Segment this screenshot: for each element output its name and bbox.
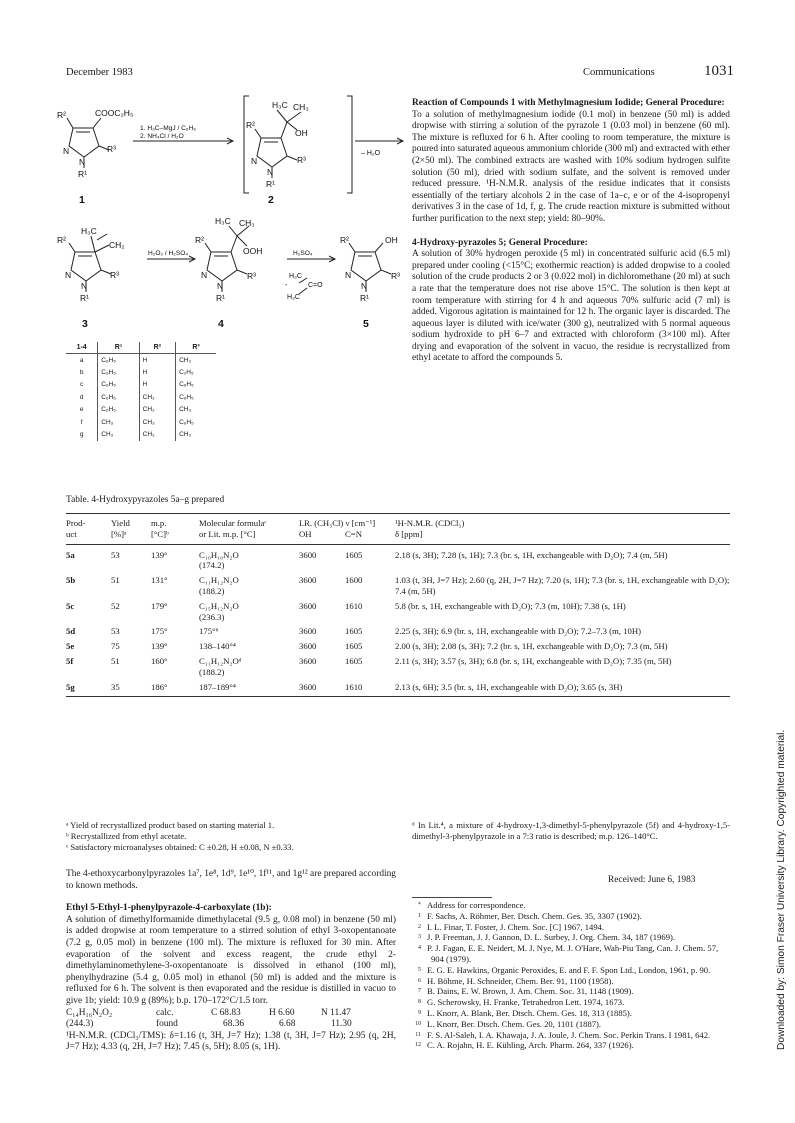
cell-nmr: 2.11 (s, 3H); 3.57 (s, 3H); 6.8 (br. s, 1H, exchangeable with D₂O); 7.35 (m, 5H) bbox=[395, 655, 672, 666]
cell-nmr: 2.18 (s, 3H); 7.28 (s, 1H); 7.3 (br. s, 1H, exchangeable with D₂O); 7.4 (m, 5H) bbox=[395, 549, 668, 560]
cell-product: 5f bbox=[66, 655, 74, 666]
reagent-1: 1. H₃C–MgJ / C₆H₆ bbox=[140, 125, 197, 132]
reference-text: H. Böhme, H. Schneider, Chem. Ber. 91, 1100 (1958). bbox=[427, 975, 614, 986]
intro-paragraph: The 4-ethoxycarbonylpyrazoles 1a⁷, 1e⁸, 1d⁹, 1e¹⁰, 1f¹¹, and 1g¹² are prepared according to known methods. bbox=[66, 869, 396, 891]
cell-yield: 52 bbox=[111, 600, 120, 611]
page-number: 1031 bbox=[704, 63, 734, 79]
reference-text: Address for correspondence. bbox=[427, 900, 526, 910]
col-header: Molecular formulaᶜ bbox=[199, 518, 267, 528]
footnote-b: ᵇ Recrystallized from ethyl acetate. bbox=[66, 830, 187, 841]
reference-number: 2 bbox=[418, 923, 421, 930]
s5-oh: OH bbox=[385, 235, 398, 245]
cell-formula: C₁₀H₁₀N₂O bbox=[199, 549, 239, 560]
s3-number: 3 bbox=[82, 318, 88, 330]
section-heading-grignard: Reaction of Compounds 1 with Methylmagnesium Iodide; General Procedure: bbox=[412, 98, 725, 108]
subst-cell: f bbox=[66, 416, 98, 428]
s5-r3: R³ bbox=[391, 271, 400, 281]
received-date: Received: June 6, 1983 bbox=[608, 875, 696, 885]
left-column-bottom bbox=[66, 869, 396, 1054]
s2-number: 2 bbox=[268, 194, 274, 206]
subst-cell: H bbox=[139, 379, 175, 391]
acetone-h3c-top: H₃C bbox=[289, 273, 302, 280]
reference-item bbox=[412, 1008, 730, 1019]
reference-text: L. Knorr, A. Blank, Ber. Dtsch. Chem. Ges. 18, 313 (1885). bbox=[427, 1007, 632, 1018]
download-watermark: Downloaded by: Simon Fraser University Library. Copyrighted material. bbox=[776, 729, 787, 1050]
reference-item bbox=[412, 943, 730, 965]
s2-r2: R² bbox=[246, 120, 255, 130]
cell-mw: (188.2) bbox=[199, 585, 225, 596]
s3-ch2: CH₂ bbox=[109, 240, 125, 250]
table-row bbox=[66, 544, 730, 571]
s4-n1: N bbox=[201, 270, 208, 280]
subst-cell: H bbox=[139, 354, 175, 367]
subst-cell: g bbox=[66, 428, 98, 440]
subst-cell: e bbox=[66, 404, 98, 416]
subst-cell: CH₃ bbox=[139, 428, 175, 440]
cell-mp: 186° bbox=[151, 681, 168, 692]
subst-header: R³ bbox=[176, 342, 216, 354]
s3-r2: R² bbox=[57, 235, 66, 245]
cell-yield: 53 bbox=[111, 549, 120, 560]
s1-r1: R¹ bbox=[78, 169, 87, 179]
reference-text: F. S. Al-Saleh, I. A. Khawaja, J. A. Joule, J. Chem. Soc. Perkin Trans. I 1981, 642. bbox=[427, 1029, 711, 1040]
subst-row bbox=[66, 354, 216, 367]
cell-cn: 1610 bbox=[345, 681, 363, 692]
subst-cell: c bbox=[66, 379, 98, 391]
cell-oh: 3600 bbox=[299, 681, 317, 692]
reference-item bbox=[412, 965, 730, 976]
cell-nmr: 1.03 (t, 3H, J=7 Hz); 2.60 (q, 2H, J=7 Hz); 7.20 (s, 1H); 7.3 (br. s, 1H, exchangeable with D₂O); 7.4 (m, 5H) bbox=[395, 575, 730, 596]
cell-oh: 3600 bbox=[299, 641, 317, 652]
subst-cell: H bbox=[139, 366, 175, 378]
acetone-carbonyl: C=O bbox=[308, 282, 323, 289]
s2-ch3: CH₃ bbox=[293, 102, 309, 112]
subst-cell: C₆H₅ bbox=[98, 404, 139, 416]
anal-n-found: 11.30 bbox=[331, 1019, 352, 1030]
reference-number: 5 bbox=[418, 966, 421, 973]
reference-item bbox=[412, 922, 730, 933]
table-row bbox=[66, 597, 730, 623]
table-row bbox=[66, 637, 730, 652]
subst-row bbox=[66, 416, 216, 428]
col-header: m.p. bbox=[151, 518, 167, 528]
s1-r3: R³ bbox=[107, 144, 116, 154]
paragraph-grignard: To a solution of methylmagnesium iodide (0.1 mol) in benzene (50 ml) is added dropwise with stirring a solution of the pyrazole 1 (0.03 mol) in benzene (60 ml). The mixture is refluxed for 6 h. After cooling to room temperature, the mixture is poured into saturated aqueous ammonium chloride (300 ml) and extracted with ether (2×50 ml). The combined extracts are washed with 10% sodium hydrogen sulfite solution (50 ml), dried with sodium sulfate, and the solvent is removed under reduced pressure. ¹H-N.M.R. analysis of the residue indicates that it consists essentially of the tertiary alcohols 2 in the case of 1a–c, e or of the 4-isopropenyl derivatives 3 in the case of 1d, f, g. The crude reaction mixture is submitted without further purification to the next step; yield: 80–90%. bbox=[412, 109, 730, 224]
anal-n-calc: N 11.47 bbox=[321, 1007, 351, 1018]
s4-h3c: H₃C bbox=[215, 216, 231, 226]
col-header: [%]ᵃ bbox=[111, 528, 127, 539]
reference-number: 11 bbox=[415, 1031, 421, 1038]
reference-number: 12 bbox=[415, 1042, 421, 1049]
cell-yield: 35 bbox=[111, 681, 120, 692]
cell-oh: 3600 bbox=[299, 600, 317, 611]
header-date: December 1983 bbox=[66, 67, 133, 78]
reference-number: 7 bbox=[418, 988, 421, 995]
anal-calc-label: calc. bbox=[156, 1007, 174, 1018]
col-subheader: C=N bbox=[345, 528, 362, 539]
cell-cn: 1605 bbox=[345, 549, 363, 560]
subst-header: R¹ bbox=[98, 342, 139, 354]
hydroxypyrazole-table bbox=[66, 514, 730, 697]
acetone-minus: - bbox=[285, 282, 288, 289]
reference-item bbox=[412, 932, 730, 943]
footnote-c: ᶜ Satisfactory microanalyses obtained: C ±0.28, H ±0.08, N ±0.33. bbox=[66, 841, 294, 852]
s5-n2: N bbox=[361, 281, 368, 291]
table-footnotes-left bbox=[66, 820, 396, 852]
s4-r3: R³ bbox=[247, 271, 256, 281]
reference-number: 10 bbox=[415, 1020, 421, 1027]
s5-r1: R¹ bbox=[360, 293, 369, 303]
s1-ester: COOC₂H₅ bbox=[95, 108, 134, 118]
reference-item bbox=[412, 1030, 730, 1041]
cell-yield: 51 bbox=[111, 575, 120, 586]
subst-cell: d bbox=[66, 391, 98, 403]
table-row bbox=[66, 652, 730, 678]
subst-cell: CH₃ bbox=[179, 431, 192, 439]
anal-mw: (244.3) bbox=[66, 1019, 94, 1030]
subst-cell: b bbox=[66, 366, 98, 378]
s5-number: 5 bbox=[363, 318, 369, 330]
subst-cell: C₆H₅ bbox=[179, 393, 194, 401]
reagent-2: 2. NH₄Cl / H₂O bbox=[140, 133, 184, 140]
cell-mp: 160° bbox=[151, 655, 168, 666]
col-header: [°C]ᵇ bbox=[151, 528, 169, 539]
cell-formula: C₁₁H₁₂N₂O bbox=[199, 575, 239, 586]
subst-cell: C₆H₅ bbox=[98, 366, 139, 378]
subst-cell: CH₃ bbox=[139, 416, 175, 428]
subst-row bbox=[66, 379, 216, 391]
table-row bbox=[66, 678, 730, 693]
s1-n1: N bbox=[63, 146, 70, 156]
col-header: I.R. (CH₃Cl) ν [cm⁻¹] bbox=[299, 518, 376, 528]
col-header: or Lit. m.p. [°C] bbox=[199, 528, 256, 539]
reaction-scheme bbox=[55, 88, 415, 333]
s1-number: 1 bbox=[79, 194, 85, 206]
s4-number: 4 bbox=[218, 318, 224, 330]
cell-cn: 1605 bbox=[345, 626, 363, 637]
cell-product: 5g bbox=[66, 681, 75, 692]
s4-ch3: CH₃ bbox=[239, 218, 255, 228]
substituent-table bbox=[66, 342, 216, 441]
reference-item bbox=[412, 900, 730, 911]
col-header: uct bbox=[66, 528, 77, 539]
s4-r2: R² bbox=[195, 235, 204, 245]
reference-item bbox=[412, 997, 730, 1008]
anal-found-label: found bbox=[156, 1019, 178, 1030]
cell-mp: 175° bbox=[151, 626, 168, 637]
subst-row bbox=[66, 428, 216, 440]
cell-mp: 139° bbox=[151, 641, 168, 652]
anal-h-calc: H 6.60 bbox=[269, 1007, 295, 1018]
cell-product: 5d bbox=[66, 626, 76, 637]
s2-h3c: H₃C bbox=[272, 100, 288, 110]
subst-cell: CH₃ bbox=[179, 356, 192, 364]
subst-row bbox=[66, 366, 216, 378]
cell-cn: 1600 bbox=[345, 575, 363, 586]
subst-header-row bbox=[66, 342, 216, 354]
col-subheader: OH bbox=[299, 528, 312, 539]
subst-cell: C₆H₅ bbox=[98, 354, 139, 367]
cell-mw: (236.3) bbox=[199, 611, 225, 622]
reference-item bbox=[412, 986, 730, 997]
s5-r2: R² bbox=[340, 235, 349, 245]
subst-cell: C₆H₅ bbox=[98, 391, 139, 403]
paragraph-1b: A solution of dimethylformamide dimethylacetal (9.5 g, 0.08 mol) in benzene (50 ml) is added dropwise at room temperature to a stirred solution of ethyl 3-oxopentanoate (7.2 g, 0.05 mol) in benzene (100 ml). The mixture is refluxed for 30 min. After evaporation of the solvent and excess reagent, the crude ethyl 2-dimethylaminomethylene-3-oxopentanoate is dissolved in ethanol (100 ml), phenylhydrazine (5.4 g, 0.05 mol) in ethanol (50 ml) is added and the mixture is refluxed for 6 h. The solvent is then evaporated and the residue is distilled in vacuo to give 1b; yield: 10.9 g (89%); b.p. 170–172°C/1.5 torr. bbox=[66, 914, 396, 1006]
right-column-top bbox=[412, 98, 730, 365]
acetone-h3c-bottom: H₃C bbox=[287, 294, 300, 301]
reference-number: 6 bbox=[418, 977, 421, 984]
cell-oh: 3600 bbox=[299, 626, 317, 637]
reference-text: F. Sachs, A. Röhmer, Ber. Dtsch. Chem. Ges. 35, 3307 (1902). bbox=[427, 910, 642, 921]
cell-product: 5b bbox=[66, 575, 76, 586]
subst-cell: a bbox=[66, 354, 98, 367]
reference-item bbox=[412, 976, 730, 987]
subst-row bbox=[66, 404, 216, 416]
table-header-row bbox=[66, 514, 730, 540]
s2-n2: N bbox=[267, 167, 274, 177]
cell-formula: 138–140°⁴ bbox=[199, 641, 236, 652]
s4-n2: N bbox=[217, 281, 224, 291]
cell-mw: (174.2) bbox=[199, 560, 225, 571]
subst-cell: CH₃ bbox=[139, 404, 175, 416]
cell-nmr: 5.8 (br. s, 1H, exchangeable with D₂O); 7.3 (m, 10H); 7.38 (s, 1H) bbox=[395, 600, 626, 611]
subst-row bbox=[66, 391, 216, 403]
s4-ooh: OOH bbox=[243, 246, 263, 256]
cell-product: 5a bbox=[66, 549, 75, 560]
nmr-1b: ¹H-N.M.R. (CDCl₃/TMS): δ=1.16 (t, 3H, J=7 Hz); 1.38 (t, 3H, J=7 Hz); 2.95 (q, 2H, J=7 Hz); 4.33 (q, 2H, J=7 Hz); 7.45 (s, 5H); 8.05 (s, 1H). bbox=[66, 1030, 396, 1053]
s3-n1: N bbox=[65, 270, 72, 280]
cell-yield: 53 bbox=[111, 626, 120, 637]
s3-r1: R¹ bbox=[80, 293, 89, 303]
cell-mp: 131° bbox=[151, 575, 168, 586]
cell-formula: 187–189°⁴ bbox=[199, 681, 236, 692]
table-row bbox=[66, 622, 730, 637]
microanalysis bbox=[66, 1008, 396, 1031]
paragraph-hydroxypyrazoles: A solution of 30% hydrogen peroxide (5 ml) in concentrated sulfuric acid (6.5 ml) prepared under cooling (<15°C; exothermic reaction) is added dropwise to a cooled solution of the crude products 2 or 3 (0.022 mol) in dichloromethane (20 ml) at such a rate that the temperature does not rise above 15°C. The solution is then kept at room temperature with stirring for 4 h and aqueous 70% sulfuric acid (7 ml) is added. Vigorous agitation is maintained for 12 h. The organic layer is discarded. The aqueous layer is diluted with ice/water (300 g), neutralized with 5 normal aqueous sodium hydroxide to pH 6–7 and extracted with chloroform (3×100 ml). After drying and evaporation of the solvent in vacuo, the residue is recrystallized from ethyl acetate to afford the compounds 5. bbox=[412, 249, 730, 364]
s3-n2: N bbox=[81, 281, 88, 291]
reference-number: 3 bbox=[418, 934, 421, 941]
reference-number: 9 bbox=[418, 1009, 421, 1016]
col-header: δ [ppm] bbox=[395, 528, 423, 539]
reference-list bbox=[412, 900, 730, 1051]
cell-nmr: 2.00 (s, 3H); 2.08 (s, 3H); 7.2 (br. s, 1H, exchangeable with D₂O); 7.3 (m, 5H) bbox=[395, 641, 668, 652]
cell-formula: C₁₁H₁₂N₂Oᵈ bbox=[199, 655, 242, 666]
col-header: Prod- bbox=[66, 518, 86, 528]
cell-oh: 3600 bbox=[299, 655, 317, 666]
subst-cell: C₆H₅ bbox=[179, 381, 194, 389]
cell-nmr: 2.13 (s, 6H); 3.5 (br. s, 1H, exchangeable with D₂O); 3.65 (s, 3H) bbox=[395, 681, 623, 692]
reference-number: 4 bbox=[418, 945, 421, 952]
cell-formula: C₁₅H₁₂N₂O bbox=[199, 600, 239, 611]
cell-mw: (188.2) bbox=[199, 666, 225, 677]
s2-oh: OH bbox=[295, 128, 308, 138]
reagent-3: H₂O₂ / H₂SO₄ bbox=[148, 250, 189, 257]
s3-r3: R³ bbox=[110, 270, 119, 280]
reference-item bbox=[412, 1019, 730, 1030]
s2-r3: R³ bbox=[297, 155, 306, 165]
reference-text: I. L. Finar, T. Foster, J. Chem. Soc. [C] 1967, 1494. bbox=[427, 921, 605, 932]
col-header: ¹H-N.M.R. (CDCl₃) bbox=[395, 518, 465, 528]
reference-text: B. Dains, E. W. Brown, J. Am. Chem. Soc. 31, 1148 (1909). bbox=[427, 986, 634, 997]
cell-yield: 51 bbox=[111, 655, 120, 666]
subst-header: 1-4 bbox=[66, 342, 98, 354]
s3-h3c: H₃C bbox=[81, 226, 97, 236]
reference-number: 1 bbox=[418, 912, 421, 919]
subst-cell: CH₃ bbox=[98, 416, 139, 428]
reference-text: G. Scherowsky, H. Franke, Tetrahedron Lett. 1974, 1673. bbox=[427, 997, 625, 1008]
cell-oh: 3600 bbox=[299, 575, 317, 586]
cell-cn: 1610 bbox=[345, 600, 363, 611]
table-row bbox=[66, 571, 730, 597]
cell-mp: 179° bbox=[151, 600, 168, 611]
header-section: Communications bbox=[583, 67, 655, 78]
anal-formula: C₁₄H₁₆N₂O₂ bbox=[66, 1007, 113, 1018]
reference-item bbox=[412, 911, 730, 922]
reference-text: L. Knorr, Ber. Dtsch. Chem. Ges. 20, 1101 (1887). bbox=[427, 1018, 602, 1029]
cell-cn: 1605 bbox=[345, 655, 363, 666]
cell-product: 5e bbox=[66, 641, 75, 652]
anal-h-found: 6.68 bbox=[279, 1019, 296, 1030]
reference-text: C. A. Rojahn, H. E. Kühling, Arch. Pharm. 264, 337 (1926). bbox=[427, 1040, 634, 1051]
subst-header: R² bbox=[139, 342, 175, 354]
s4-r1: R¹ bbox=[216, 293, 225, 303]
minus-water: – H₂O bbox=[361, 150, 381, 157]
reference-text: E. G. E. Hawkins, Organic Peroxides, E. and F. F. Spon Ltd., London, 1961, p. 90. bbox=[427, 964, 711, 975]
subst-cell: C₂H₅ bbox=[179, 369, 194, 377]
cell-cn: 1605 bbox=[345, 641, 363, 652]
s5-n1: N bbox=[345, 270, 352, 280]
s1-n2: N bbox=[79, 157, 86, 167]
subst-cell: C₆H₅ bbox=[179, 418, 194, 426]
subst-cell: C₆H₅ bbox=[98, 379, 139, 391]
s2-r1: R¹ bbox=[266, 179, 275, 189]
cell-product: 5c bbox=[66, 600, 75, 611]
col-header: Yield bbox=[111, 518, 130, 528]
s1-r2: R² bbox=[57, 110, 66, 120]
table-caption: Table. 4-Hydroxypyrazoles 5a–g prepared bbox=[66, 495, 225, 505]
reference-text: P. J. Fagan, E. E. Neidert, M. J. Nye, M. J. O'Hare, Wah-Piu Tang, Can. J. Chem. 57, 904 (1979). bbox=[427, 943, 719, 964]
subst-cell: CH₃ bbox=[139, 391, 175, 403]
reagent-4: H₂SO₄ bbox=[293, 250, 313, 257]
anal-c-found: 68.36 bbox=[223, 1019, 245, 1030]
reference-text: J. P. Freeman, J. J. Gannon, D. L. Surbey, J. Org. Chem. 34, 187 (1969). bbox=[427, 932, 676, 943]
cell-formula: 175°⁶ bbox=[199, 626, 219, 637]
cell-mp: 139° bbox=[151, 549, 168, 560]
cell-nmr: 2.25 (s, 3H); 6.9 (br. s, 1H, exchangeable with D₂O); 7.2–7.3 (m, 10H) bbox=[395, 626, 641, 637]
section-heading-1b: Ethyl 5-Ethyl-1-phenylpyrazole-4-carboxylate (1b): bbox=[66, 903, 272, 914]
data-table-block bbox=[66, 495, 730, 697]
cell-oh: 3600 bbox=[299, 549, 317, 560]
subst-cell: CH₃ bbox=[98, 428, 139, 440]
reference-number: * bbox=[418, 902, 421, 908]
section-heading-hydroxypyrazoles: 4-Hydroxy-pyrazoles 5; General Procedure: bbox=[412, 237, 588, 248]
anal-c-calc: C 68.83 bbox=[211, 1007, 241, 1018]
subst-cell: CH₃ bbox=[179, 406, 192, 414]
footnote-d: ᵈ In Lit.⁴, a mixture of 4-hydroxy-1,3-dimethyl-5-phenylpyrazole (5f) and 4-hydroxy-1,5-dimethyl-3-phenylpyrazole in a 7:3 ratio is described; m.p. 126–140°C. bbox=[412, 820, 730, 841]
cell-yield: 75 bbox=[111, 641, 120, 652]
reference-item bbox=[412, 1040, 730, 1051]
reference-number: 8 bbox=[418, 999, 421, 1006]
s2-n1: N bbox=[251, 156, 258, 166]
footnote-a: ᵃ Yield of recrystallized product based on starting material 1. bbox=[66, 820, 275, 830]
